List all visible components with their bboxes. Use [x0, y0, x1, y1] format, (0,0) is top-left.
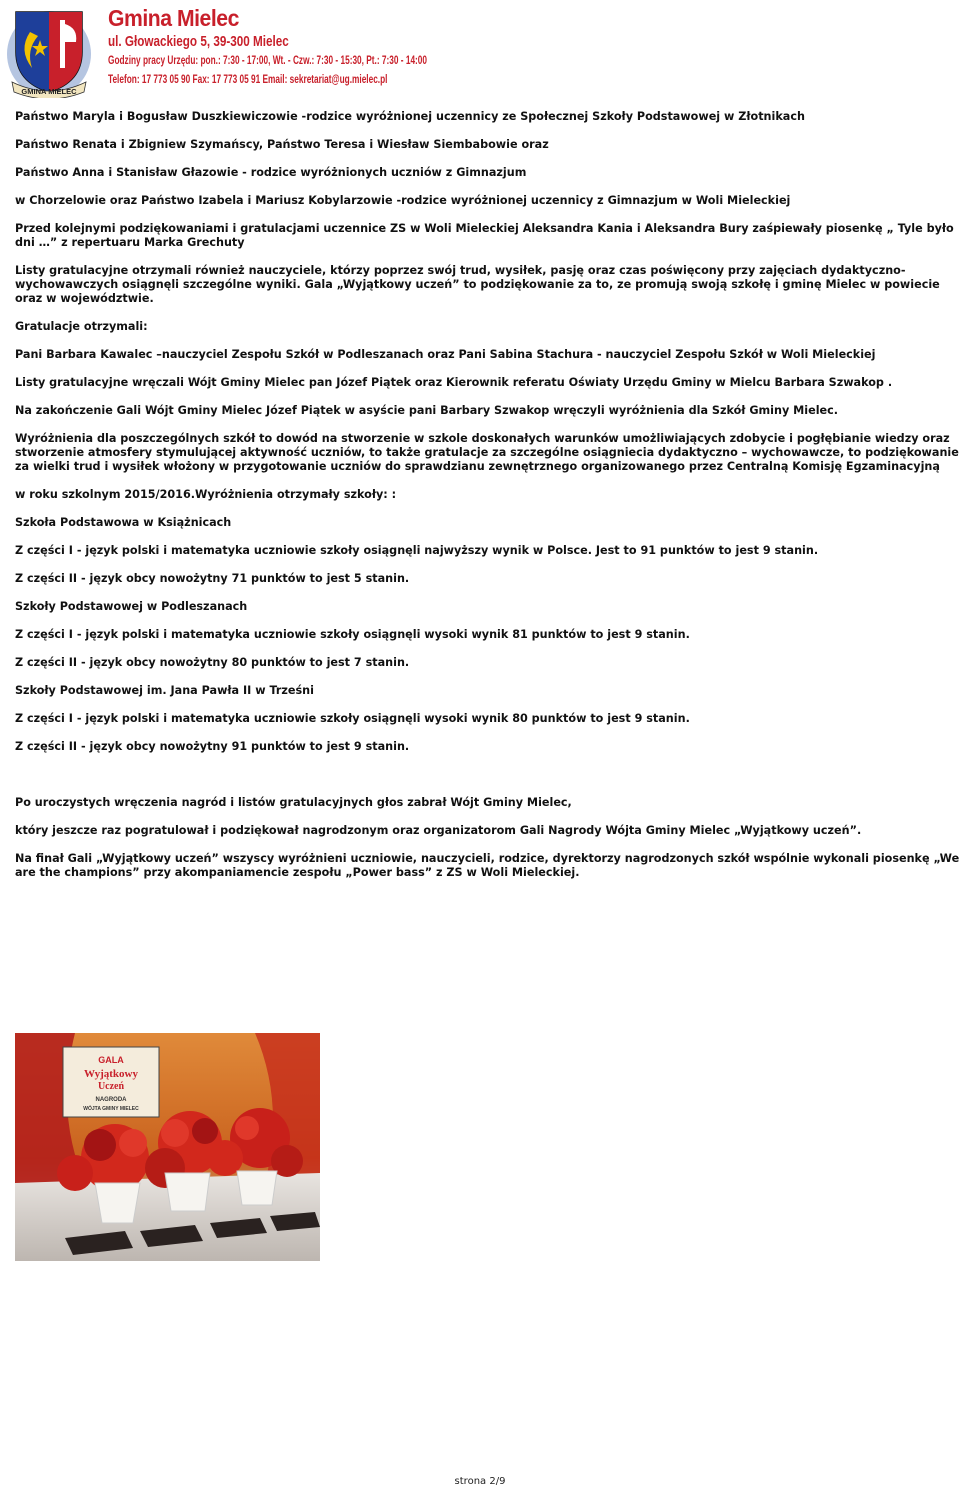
paragraph: Po uroczystych wręczenia nagród i listów gratulacyjnych głos zabrał Wójt Gminy Mielec,: [15, 796, 572, 809]
paragraph: Z części I - język polski i matematyka uczniowie szkoły osiągnęli najwyższy wynik w Polsce. Jest to 91 punktów to jest 9 stanin.: [15, 544, 819, 557]
paragraph: Na zakończenie Gali Wójt Gminy Mielec Józef Piątek w asyście pani Barbary Szwakop wręczyli wyróżnienia dla Szkół Gminy Mielec.: [15, 404, 839, 417]
paragraph: Szkoły Podstawowej w Podleszanach: [15, 600, 248, 613]
page-number: strona 2/9: [454, 1476, 506, 1487]
paragraph: Z części II - język obcy nowożytny 80 punktów to jest 7 stanin.: [15, 656, 410, 669]
paragraph: w Chorzelowie oraz Państwo Izabela i Mariusz Kobylarzowie -rodzice wyróżnionej uczennicy z Gimnazjum w Woli Mieleckiej: [15, 194, 791, 207]
office-address: ul. Głowackiego 5, 39-300 Mielec: [108, 33, 289, 50]
paragraph: Przed kolejnymi podziękowaniami i gratulacjami uczennice ZS w Woli Mieleckiej Aleksandra Kania i Aleksandra Bury zaśpiewały piosenkę „ Tyle było dni …” z repertuaru Marka Grechuty: [15, 222, 954, 249]
svg-text:GMINA MIELEC: GMINA MIELEC: [21, 87, 77, 96]
gala-photo: [15, 1033, 320, 1261]
paragraph: Państwo Anna i Stanisław Głazowie - rodzice wyróżnionych uczniów z Gimnazjum: [15, 166, 527, 179]
paragraph: Z części II - język obcy nowożytny 91 punktów to jest 9 stanin.: [15, 740, 410, 753]
paragraph: Pani Barbara Kawalec –nauczyciel Zespołu Szkół w Podleszanach oraz Pani Sabina Stachura - nauczyciel Zespołu Szkół w Woli Mieleckiej: [15, 348, 876, 361]
office-name: Gmina Mielec: [108, 5, 239, 31]
banner-nagroda: NAGRODA: [95, 1097, 127, 1103]
banner-wojta: WÓJTA GMINY MIELEC: [83, 1106, 139, 1112]
paragraph: Szkoły Podstawowej im. Jana Pawła II w Trześni: [15, 684, 314, 697]
gmina-crest-emblem: [4, 2, 94, 98]
paragraph: Na finał Gali „Wyjątkowy uczeń” wszyscy wyróżnieni uczniowie, nauczycieli, rodzice, dyrektorzy nagrodzonych szkół wspólnie wykonali piosenkę „We are the champions” przy akompaniamencie zespołu „Power bass” z ZS w Woli Mieleckiej.: [15, 852, 960, 879]
paragraph: Z części I - język polski i matematyka uczniowie szkoły osiągnęli wysoki wynik 81 punktów to jest 9 stanin.: [15, 628, 690, 641]
office-hours: Godziny pracy Urzędu: pon.: 7:30 - 17:00, Wt. - Czw.: 7:30 - 15:30, Pt.: 7:30 - 14:00: [108, 55, 428, 67]
office-contact: Telefon: 17 773 05 90 Fax: 17 773 05 91 Email: sekretariat@ug.mielec.pl: [108, 74, 388, 86]
paragraph: Listy gratulacyjne otrzymali również nauczyciele, którzy poprzez swój trud, wysiłek, pasję oraz czas poświęcony przy zajęciach dydaktyczno-wychowawczych osiągnęli szczególne wyniki. Gala „Wyjątkowy uczeń” to podziękowanie za to, ze promują swoją szkołę i gminę Mielec w powiecie oraz w województwie.: [15, 264, 940, 305]
paragraph: Listy gratulacyjne wręczali Wójt Gminy Mielec pan Józef Piątek oraz Kierownik referatu Oświaty Urzędu Gminy w Mielcu Barbara Szwakop .: [15, 376, 893, 389]
letterhead: [0, 0, 960, 100]
letterhead-text: [108, 4, 551, 90]
paragraph: Państwo Maryla i Bogusław Duszkiewiczowie -rodzice wyróżnionej uczennicy ze Społecznej Szkoły Podstawowej w Złotnikach: [15, 110, 805, 123]
paragraph: Państwo Renata i Zbigniew Szymańscy, Państwo Teresa i Wiesław Siembabowie oraz: [15, 138, 549, 151]
paragraph: Wyróżnienia dla poszczególnych szkół to dowód na stworzenie w szkole doskonałych warunków umożliwiających zdobycie i pogłębianie wiedzy oraz stworzenie atmosfery stymulującej aktywność uczniów, to także gratulacje za szczególne osiągniecia dydaktyczno – wychowawcze, to podziękowanie za wielki trud i wysiłek włożony w przygotowanie uczniów do sprawdzianu zewnętrznego organizowanego przez Centralną Komisję Egzaminacyjną: [15, 432, 959, 473]
paragraph: Szkoła Podstawowa w Książnicach: [15, 516, 232, 529]
paragraph: Z części II - język obcy nowożytny 71 punktów to jest 5 stanin.: [15, 572, 410, 585]
paragraph: Gratulacje otrzymali:: [15, 320, 148, 333]
banner-uczen: Uczeń: [97, 1081, 125, 1092]
paragraph: który jeszcze raz pogratulował i podziękował nagrodzonym oraz organizatorom Gali Nagrody Wójta Gminy Mielec „Wyjątkowy uczeń”.: [15, 824, 862, 837]
banner-gala: GALA: [98, 1055, 124, 1065]
paragraph: Z części I - język polski i matematyka uczniowie szkoły osiągnęli wysoki wynik 80 punktów to jest 9 stanin.: [15, 712, 690, 725]
paragraph: w roku szkolnym 2015/2016.Wyróżnienia otrzymały szkoły: :: [15, 488, 397, 501]
banner-wyjatkowy: Wyjątkowy: [84, 1068, 138, 1080]
